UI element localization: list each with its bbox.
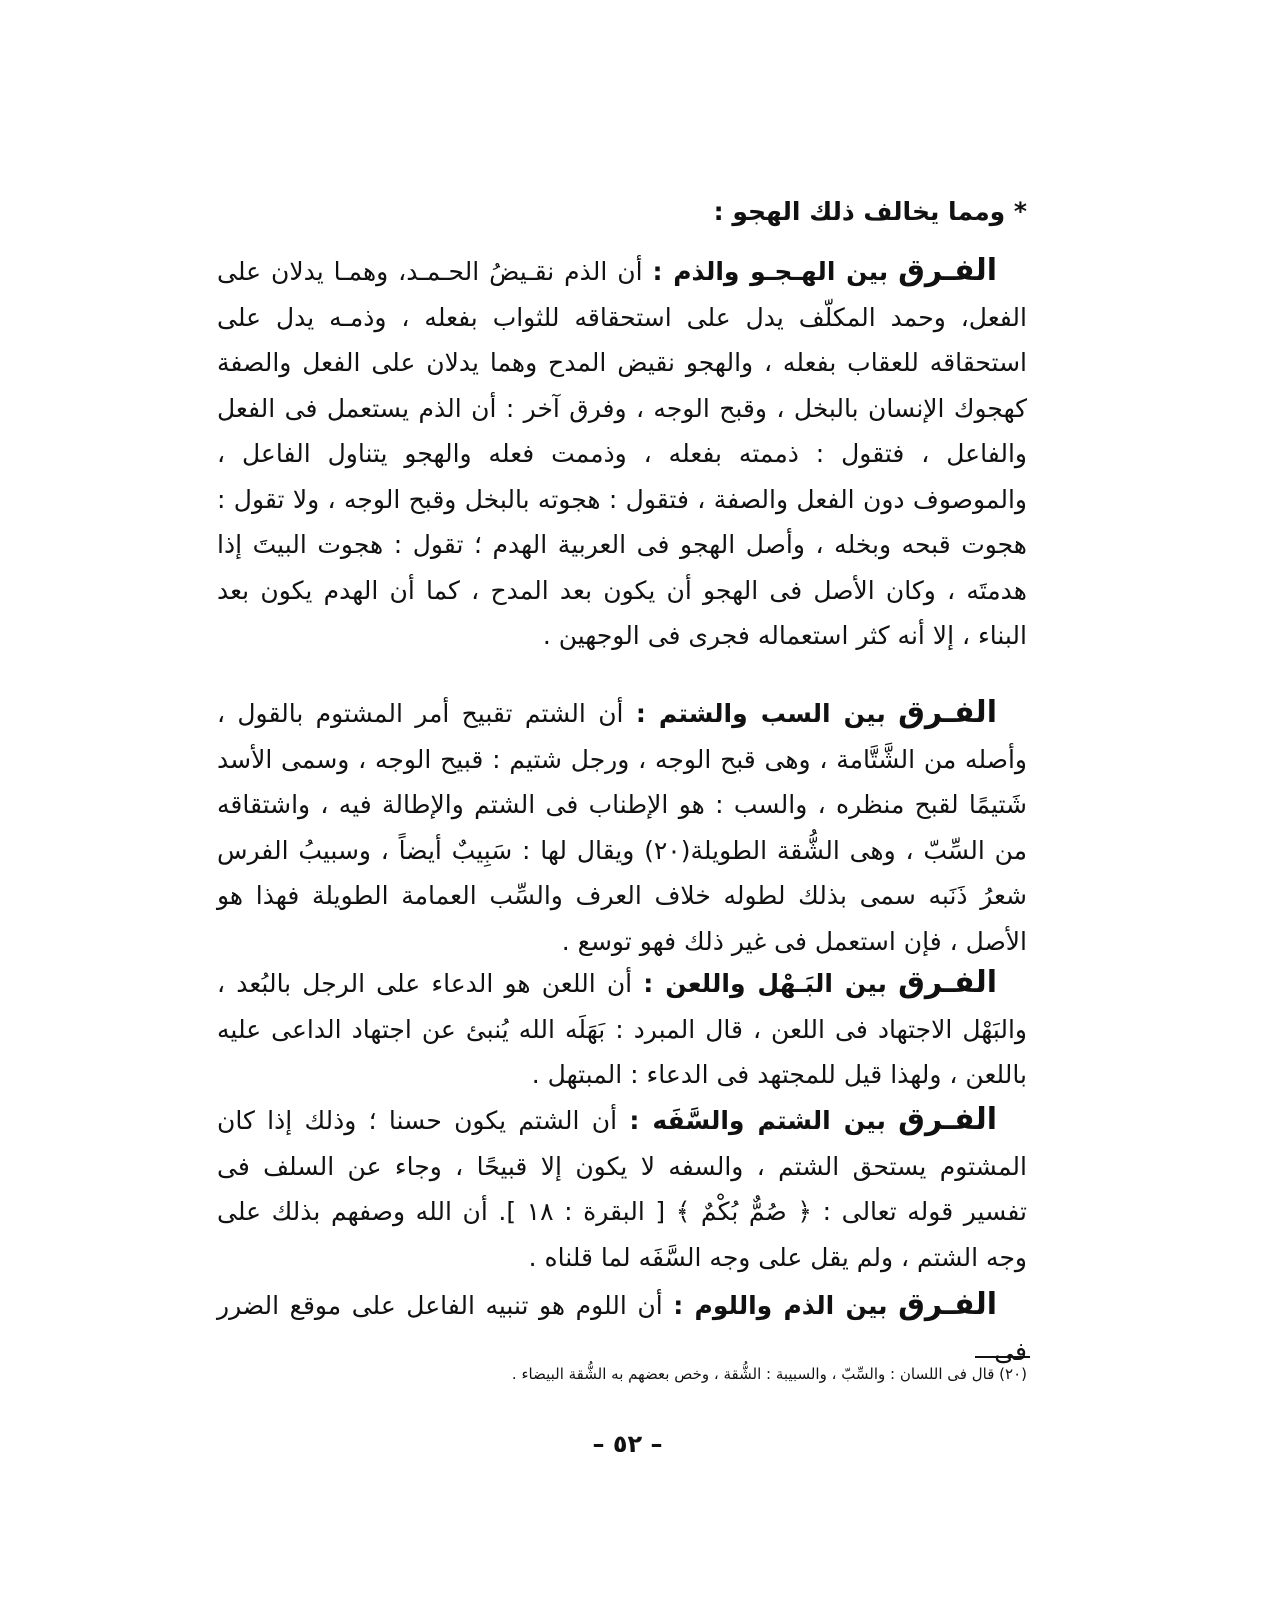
- page-number: – ٥٢ –: [592, 1430, 663, 1458]
- paragraph-dhamm-lawm: [217, 1282, 1027, 1374]
- paragraph-term: الفـرق: [898, 695, 997, 730]
- paragraph-shatm-safah: [217, 1097, 1027, 1280]
- paragraph-subject: بين السب والشتم :: [635, 699, 886, 728]
- paragraph-body: أن الشتم يكون حسنا ؛ وذلك إذا كان المشتوم يستحق الشتم ، والسفه لا يكون إلا قبيحًا ، وجاء عن السلف فى تفسير قوله تعالى : ﴿ صُمٌّ بُكْمٌ ﴾ [ البقرة : ١٨ ]. أن الله وصفهم بذلك على وجه الشتم ، ولم يقل على وجه السَّفَه لما قلناه .: [217, 1106, 1027, 1272]
- paragraph-subject: بين البَـهْل واللعن :: [643, 969, 887, 998]
- paragraph-term: الفـرق: [898, 1102, 998, 1137]
- paragraph-body: أن الشتم تقبيح أمر المشتوم بالقول ، وأصله من الشَّتَّامة ، وهى قبح الوجه ، ورجل شتيم : قبيح الوجه ، وسمى الأسد شَتيمًا لقبح منظره ، والسب : هو الإطناب فى الشتم والإطالة فيه ، واشتقاقه من السِّبّ ، وهى الشُّقة الطويلة(٢٠) ويقال لها : سَبِيبٌ أيضاً ، وسبيبُ الفرس شعرُ ذَنَبه سمى بذلك لطوله خلاف العرف والسِّب العمامة الطويلة فهذا هو الأصل ، فإن استعمل فى غير ذلك فهو توسع .: [217, 699, 1027, 956]
- footnote-divider: [975, 1356, 1030, 1358]
- paragraph-subject: بين الشتم والسَّفَه :: [629, 1106, 886, 1135]
- paragraph-body: أن اللوم هو تنبيه الفاعل على موقع الضرر فى: [217, 1291, 1027, 1366]
- paragraph-body: أن اللعن هو الدعاء على الرجل بالبُعد ، والبَهْل الاجتهاد فى اللعن ، قال المبرد : بَهَلَه الله يُنبئ عن اجتهاد الداعى عليه باللعن ، ولهذا قيل للمجتهد فى الدعاء : المبتهل .: [217, 969, 1027, 1089]
- section-heading: * ومما يخالف ذلك الهجو :: [713, 197, 1027, 226]
- paragraph-subject: بين الذم واللوم :: [673, 1291, 888, 1320]
- paragraph-subject: بين الهـجـو والذم :: [652, 257, 889, 286]
- paragraph-body: أن الذم نقـيضُ الحـمـد، وهمـا يدلان على الفعل، وحمد المكلّف يدل على استحقاقه للثواب بفعله ، وذمـه يدل على استحقاقه للعقاب بفعله ، والهجو نقيض المدح وهما يدلان على الفعل والصفة كهجوك الإنسان بالبخل ، وقبح الوجه ، وفرق آخر : أن الذم يستعمل فى الفعل والفاعل ، فتقول : ذممته بفعله ، وذممت فعله والهجو يتناول الفاعل ، والموصوف دون الفعل والصفة ، فتقول : هجوته بالبخل وقبح الوجه ، ولا تقول : هجوت قبحه وبخله ، وأصل الهجو فى العربية الهدم ؛ تقول : هجوت البيتَ إذا هدمتَه ، وكان الأصل فى الهجو أن يكون بعد المدح ، كما أن الهدم يكون بعد البناء ، إلا أنه كثر استعماله فجرى فى الوجهين .: [217, 257, 1027, 650]
- paragraph-term: الفـرق: [898, 1287, 997, 1322]
- paragraph-term: الفـرق: [898, 253, 997, 288]
- paragraph-term: الفـرق: [898, 965, 997, 1000]
- paragraph-bahl-laan: [217, 960, 1027, 1098]
- footnote: (٢٠) قال فى اللسان : والسِّبّ ، والسبيبة : الشُّقة ، وخص بعضهم به الشُّقة البيضاء .: [511, 1365, 1027, 1383]
- paragraph-sabb-shatm: [217, 690, 1027, 964]
- paragraph-hajw-dhamm: [217, 248, 1027, 659]
